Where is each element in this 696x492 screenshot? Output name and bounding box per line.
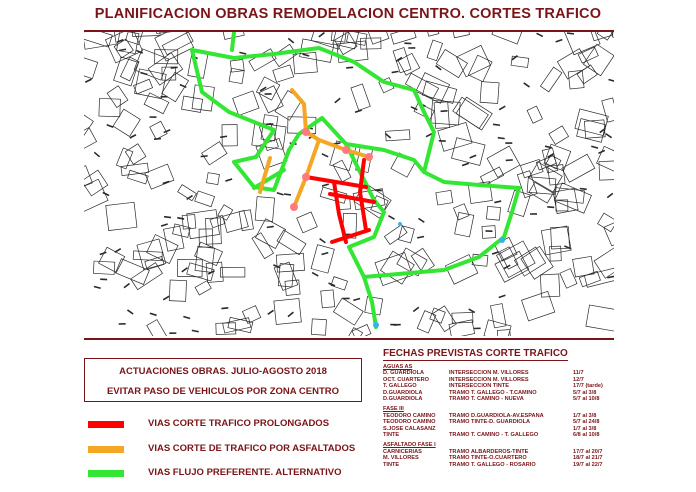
city-block bbox=[520, 159, 543, 177]
street-label-mark bbox=[607, 193, 614, 199]
schedule-street: TINTE bbox=[383, 461, 400, 468]
schedule-street: TEODORO CAMINO bbox=[383, 412, 436, 419]
street-label-mark bbox=[536, 33, 543, 38]
city-block bbox=[249, 49, 276, 71]
street-label-mark bbox=[150, 313, 157, 317]
street-label-mark bbox=[469, 154, 476, 158]
schedule-section bbox=[383, 406, 611, 438]
street-label-mark bbox=[321, 252, 328, 255]
schedule-dates: 18/7 al 21/7 bbox=[573, 455, 603, 462]
red-route-b bbox=[334, 182, 346, 242]
street-label-mark bbox=[312, 272, 319, 277]
schedule-section bbox=[383, 364, 611, 402]
street-label-mark bbox=[418, 218, 425, 223]
city-block bbox=[222, 125, 237, 146]
red-route-c bbox=[360, 160, 366, 230]
street-label-mark bbox=[266, 123, 273, 125]
city-block bbox=[277, 230, 306, 255]
city-block bbox=[202, 142, 227, 165]
schedule-dates: 17/7 al 20/7 bbox=[573, 448, 603, 455]
city-block bbox=[487, 146, 520, 177]
city-block bbox=[107, 86, 128, 108]
street-label-mark bbox=[169, 332, 176, 334]
street-label-mark bbox=[322, 153, 329, 157]
street-label-mark bbox=[485, 230, 492, 232]
legend-swatch-orange bbox=[88, 446, 124, 453]
city-block bbox=[145, 164, 174, 189]
schedule-segment: TRAMO ALBARDEROS-TINTE bbox=[449, 448, 529, 455]
street-label-mark bbox=[375, 189, 382, 191]
street-label-mark bbox=[164, 216, 171, 218]
street-label-mark bbox=[277, 192, 284, 196]
info-marker bbox=[373, 322, 379, 328]
city-block bbox=[331, 277, 348, 290]
city-block bbox=[386, 130, 410, 141]
street-label-mark bbox=[177, 217, 184, 220]
schedule-row bbox=[383, 432, 611, 438]
street-label-mark bbox=[163, 181, 170, 185]
street-label-mark bbox=[499, 295, 506, 299]
street-label-mark bbox=[267, 310, 274, 315]
city-block bbox=[84, 179, 108, 212]
city-block bbox=[375, 253, 412, 286]
street-label-mark bbox=[523, 82, 530, 87]
street-label-mark bbox=[119, 48, 126, 51]
schedule-street: CARNICERIAS bbox=[383, 448, 422, 455]
city-block bbox=[438, 122, 472, 151]
street-label-mark bbox=[605, 133, 612, 138]
city-block bbox=[586, 305, 614, 331]
info-marker bbox=[398, 222, 402, 226]
city-block bbox=[433, 306, 457, 332]
city-block bbox=[393, 48, 411, 73]
city-block bbox=[206, 173, 219, 185]
city-block bbox=[568, 70, 584, 89]
junction-marker bbox=[302, 128, 310, 136]
city-block bbox=[540, 274, 559, 297]
city-block bbox=[106, 202, 137, 230]
schedule-title: FECHAS PREVISTAS CORTE TRAFICO bbox=[383, 348, 568, 359]
street-label-mark bbox=[288, 38, 294, 44]
city-block bbox=[380, 251, 414, 284]
schedule-dates: 12/7 bbox=[573, 376, 584, 383]
street-label-mark bbox=[94, 152, 100, 158]
legend-label-red: VIAS CORTE TRAFICO PROLONGADOS bbox=[148, 418, 330, 429]
street-label-mark bbox=[220, 135, 227, 138]
city-block bbox=[187, 210, 220, 239]
city-block bbox=[398, 53, 420, 75]
city-block bbox=[604, 222, 614, 246]
schedule-segment: TRAMO T. CAMINO - T. GALLEGO bbox=[449, 432, 539, 439]
city-block bbox=[297, 212, 318, 233]
city-block bbox=[133, 251, 162, 261]
city-block bbox=[311, 319, 326, 335]
city-block bbox=[551, 227, 570, 249]
street-label-mark bbox=[435, 65, 442, 71]
city-block bbox=[150, 121, 168, 139]
street-label-mark bbox=[343, 298, 350, 300]
legend-swatch-red bbox=[88, 421, 124, 428]
legend-label-green: VIAS FLUJO PREFERENTE. ALTERNATIVO bbox=[148, 467, 342, 478]
junction-marker bbox=[342, 146, 350, 154]
city-block bbox=[417, 311, 436, 333]
street-label-mark bbox=[181, 267, 188, 272]
city-block bbox=[541, 226, 571, 255]
city-block bbox=[182, 96, 203, 112]
junction-marker bbox=[365, 153, 373, 161]
street-label-mark bbox=[505, 142, 512, 144]
city-block bbox=[436, 190, 453, 205]
city-block bbox=[128, 170, 149, 184]
street-label-mark bbox=[163, 296, 170, 301]
street-label-mark bbox=[439, 140, 446, 142]
green-route-spur bbox=[232, 32, 234, 50]
street-label-mark bbox=[591, 146, 598, 149]
street-label-mark bbox=[494, 200, 501, 203]
street-label-mark bbox=[288, 312, 294, 318]
city-block bbox=[613, 32, 614, 38]
street-label-mark bbox=[140, 72, 147, 75]
city-block bbox=[527, 106, 542, 123]
street-label-mark bbox=[94, 286, 101, 289]
city-block bbox=[121, 163, 149, 175]
city-block bbox=[482, 226, 496, 239]
city-block bbox=[132, 32, 160, 36]
schedule-segment: INTERSECCION M. VILLORES bbox=[449, 370, 529, 377]
street-label-mark bbox=[417, 236, 424, 239]
street-label-mark bbox=[580, 188, 587, 190]
street-label-mark bbox=[85, 78, 92, 83]
city-block bbox=[555, 183, 592, 213]
city-block bbox=[321, 290, 335, 308]
street-label-mark bbox=[404, 42, 411, 44]
street-label-mark bbox=[555, 39, 562, 43]
city-block bbox=[564, 32, 600, 55]
city-block bbox=[468, 55, 492, 81]
street-label-mark bbox=[408, 47, 415, 49]
street-label-mark bbox=[302, 53, 309, 56]
street-label-mark bbox=[608, 79, 614, 82]
city-block bbox=[577, 119, 606, 143]
city-block bbox=[452, 32, 469, 38]
street-label-mark bbox=[225, 178, 232, 182]
schedule-street: T. GALLEGO bbox=[383, 383, 417, 390]
schedule-dates: 19/7 al 22/7 bbox=[573, 461, 603, 468]
street-label-mark bbox=[319, 238, 326, 243]
city-block bbox=[426, 32, 439, 36]
city-block bbox=[233, 91, 259, 115]
street-label-mark bbox=[413, 307, 420, 313]
city-block bbox=[255, 197, 274, 222]
city-block bbox=[182, 214, 196, 229]
city-block bbox=[116, 259, 150, 285]
info-marker bbox=[499, 237, 505, 243]
city-block bbox=[540, 67, 561, 92]
city-block bbox=[598, 213, 614, 232]
city-block bbox=[399, 226, 415, 243]
city-block bbox=[169, 280, 186, 301]
city-block bbox=[562, 154, 595, 182]
schedule-dates: 5/7 al 3/8 bbox=[573, 389, 597, 396]
city-block bbox=[351, 84, 370, 110]
schedule-dates: 5/7 al 24/8 bbox=[573, 419, 600, 426]
schedule-segment: TRAMO TINTE-O.CUARTERO bbox=[449, 455, 527, 462]
street-label-mark bbox=[545, 145, 552, 148]
red-route bbox=[306, 160, 374, 242]
schedule-segment: TRAMO D.GUARDIOLA-AV.ESPAÑA bbox=[449, 412, 544, 419]
schedule-dates: 11/7 bbox=[573, 370, 584, 377]
city-block bbox=[384, 225, 407, 245]
city-block bbox=[311, 245, 334, 273]
works-notice-box bbox=[84, 358, 362, 402]
city-block bbox=[84, 112, 93, 140]
street-label-mark bbox=[239, 52, 246, 55]
schedule-segment: TRAMO T. GALLEGO - T.CAMINO bbox=[449, 389, 537, 396]
city-block bbox=[93, 261, 114, 274]
schedule-dates: 6/8 al 10/8 bbox=[573, 432, 600, 439]
schedule-section-heading: ASFALTADO FASE I bbox=[383, 442, 436, 449]
street-label-mark bbox=[598, 150, 605, 154]
city-block bbox=[147, 320, 169, 336]
street-label-mark bbox=[390, 324, 397, 326]
street-map-svg bbox=[84, 32, 614, 336]
city-block bbox=[455, 212, 474, 236]
green-route bbox=[192, 32, 519, 327]
street-label-mark bbox=[192, 330, 199, 333]
city-block bbox=[223, 210, 249, 232]
schedule-street: TEODORO CAMINO bbox=[383, 419, 436, 426]
schedule-dates: 1/7 al 3/8 bbox=[573, 412, 597, 419]
schedule-street: OCT. CUARTERO bbox=[383, 376, 429, 383]
street-label-mark bbox=[154, 138, 161, 140]
city-block bbox=[492, 32, 523, 44]
street-label-mark bbox=[284, 193, 291, 196]
city-block bbox=[220, 268, 245, 277]
works-notice-line1: ACTUACIONES OBRAS. JULIO-AGOSTO 2018 bbox=[119, 366, 327, 377]
street-label-mark bbox=[530, 213, 537, 215]
city-block bbox=[274, 298, 302, 324]
street-label-mark bbox=[392, 71, 399, 74]
schedule-segment: TRAMO T. GALLEGO - ROSARIO bbox=[449, 461, 536, 468]
schedule-segment: TRAMO TINTE-D. GUARDIOLA bbox=[449, 419, 531, 426]
orange-route-north bbox=[292, 90, 306, 132]
schedule-segment: TRAMO T. CAMINO - NUEVA bbox=[449, 396, 524, 403]
city-block bbox=[125, 144, 146, 165]
city-block bbox=[134, 49, 169, 80]
city-block bbox=[486, 206, 500, 220]
street-label-mark bbox=[149, 116, 156, 118]
street-label-mark bbox=[334, 98, 340, 104]
street-label-mark bbox=[567, 32, 574, 34]
street-label-mark bbox=[346, 67, 353, 69]
street-label-mark bbox=[322, 183, 329, 186]
city-block bbox=[84, 57, 98, 79]
schedule-segment: INTERSECCION TINTE bbox=[449, 383, 509, 390]
schedule-dates: 5/7 al 10/8 bbox=[573, 396, 600, 403]
city-block bbox=[454, 204, 470, 220]
city-block bbox=[114, 57, 139, 86]
bottom-divider bbox=[84, 338, 614, 340]
street-label-mark bbox=[183, 316, 190, 320]
city-block bbox=[84, 128, 97, 153]
street-label-mark bbox=[100, 278, 107, 280]
schedule-street: M. VILLORES bbox=[383, 455, 419, 462]
city-block bbox=[333, 298, 363, 325]
street-label-mark bbox=[221, 307, 228, 309]
street-label-mark bbox=[353, 298, 360, 301]
city-block bbox=[278, 264, 294, 287]
schedule-section bbox=[383, 442, 611, 468]
street-label-mark bbox=[114, 248, 121, 253]
street-label-mark bbox=[267, 226, 274, 229]
schedule-street: D.GUARDIOLA bbox=[383, 389, 423, 396]
schedule-dates: 17/7 (tarde) bbox=[573, 383, 603, 390]
city-block bbox=[333, 160, 351, 182]
city-block bbox=[391, 32, 416, 44]
city-block bbox=[195, 242, 223, 265]
schedule-row bbox=[383, 462, 611, 468]
city-block bbox=[452, 138, 486, 166]
street-label-mark bbox=[265, 93, 272, 95]
city-block bbox=[133, 79, 152, 94]
schedule-section-heading: AGUAS AS bbox=[383, 364, 413, 370]
city-block bbox=[156, 32, 181, 33]
works-notice-line2: EVITAR PASO DE VEHICULOS POR ZONA CENTRO bbox=[106, 386, 340, 397]
street-map bbox=[84, 32, 614, 336]
city-block bbox=[276, 253, 304, 272]
street-label-mark bbox=[318, 32, 325, 37]
schedule-section-heading: FASE III bbox=[383, 406, 404, 413]
street-label-mark bbox=[388, 215, 395, 220]
street-label-mark bbox=[506, 159, 513, 161]
city-block bbox=[195, 281, 211, 295]
city-block bbox=[549, 126, 569, 145]
schedule-street: S.JOSE CALASANZ bbox=[383, 425, 436, 432]
street-label-mark bbox=[498, 137, 505, 140]
city-block bbox=[594, 245, 614, 279]
street-label-mark bbox=[493, 124, 500, 127]
street-label-mark bbox=[512, 55, 518, 61]
city-block bbox=[589, 32, 613, 41]
street-label-mark bbox=[474, 327, 481, 329]
schedule-dates: 1/7 al 3/8 bbox=[573, 425, 597, 432]
city-block bbox=[195, 191, 215, 207]
city-block bbox=[422, 81, 456, 103]
schedule-segment: INTERSECCION M. VILLORES bbox=[449, 376, 529, 383]
city-block bbox=[522, 291, 555, 321]
city-block bbox=[113, 109, 140, 136]
schedule-street: D. GUARDIOLA bbox=[383, 370, 425, 377]
street-label-mark bbox=[124, 283, 131, 289]
legend-swatch-green bbox=[88, 470, 124, 477]
street-label-mark bbox=[161, 223, 168, 227]
city-block bbox=[195, 246, 214, 272]
schedule-table bbox=[383, 364, 611, 472]
street-label-mark bbox=[462, 163, 469, 167]
legend-label-orange: VIAS CORTE DE TRAFICO POR ASFALTADOS bbox=[148, 443, 356, 454]
schedule-row bbox=[383, 396, 611, 402]
street-label-mark bbox=[499, 105, 506, 110]
schedule-street: TINTE bbox=[383, 432, 400, 439]
junction-marker bbox=[290, 203, 298, 211]
city-block bbox=[578, 47, 598, 63]
street-label-mark bbox=[127, 309, 134, 314]
street-label-mark bbox=[441, 110, 448, 112]
street-label-mark bbox=[161, 96, 168, 98]
city-block bbox=[84, 166, 92, 190]
city-block bbox=[273, 65, 294, 82]
poster-title: PLANIFICACION OBRAS REMODELACION CENTRO. CORTES TRAFICO bbox=[94, 6, 602, 22]
green-route-south bbox=[364, 277, 376, 327]
city-block bbox=[177, 259, 202, 276]
street-label-mark bbox=[106, 124, 113, 128]
junction-marker bbox=[302, 173, 310, 181]
city-block bbox=[480, 82, 499, 104]
schedule-street: D.GUARDIOLA bbox=[383, 396, 423, 403]
street-label-mark bbox=[119, 323, 126, 325]
street-label-mark bbox=[547, 206, 554, 208]
